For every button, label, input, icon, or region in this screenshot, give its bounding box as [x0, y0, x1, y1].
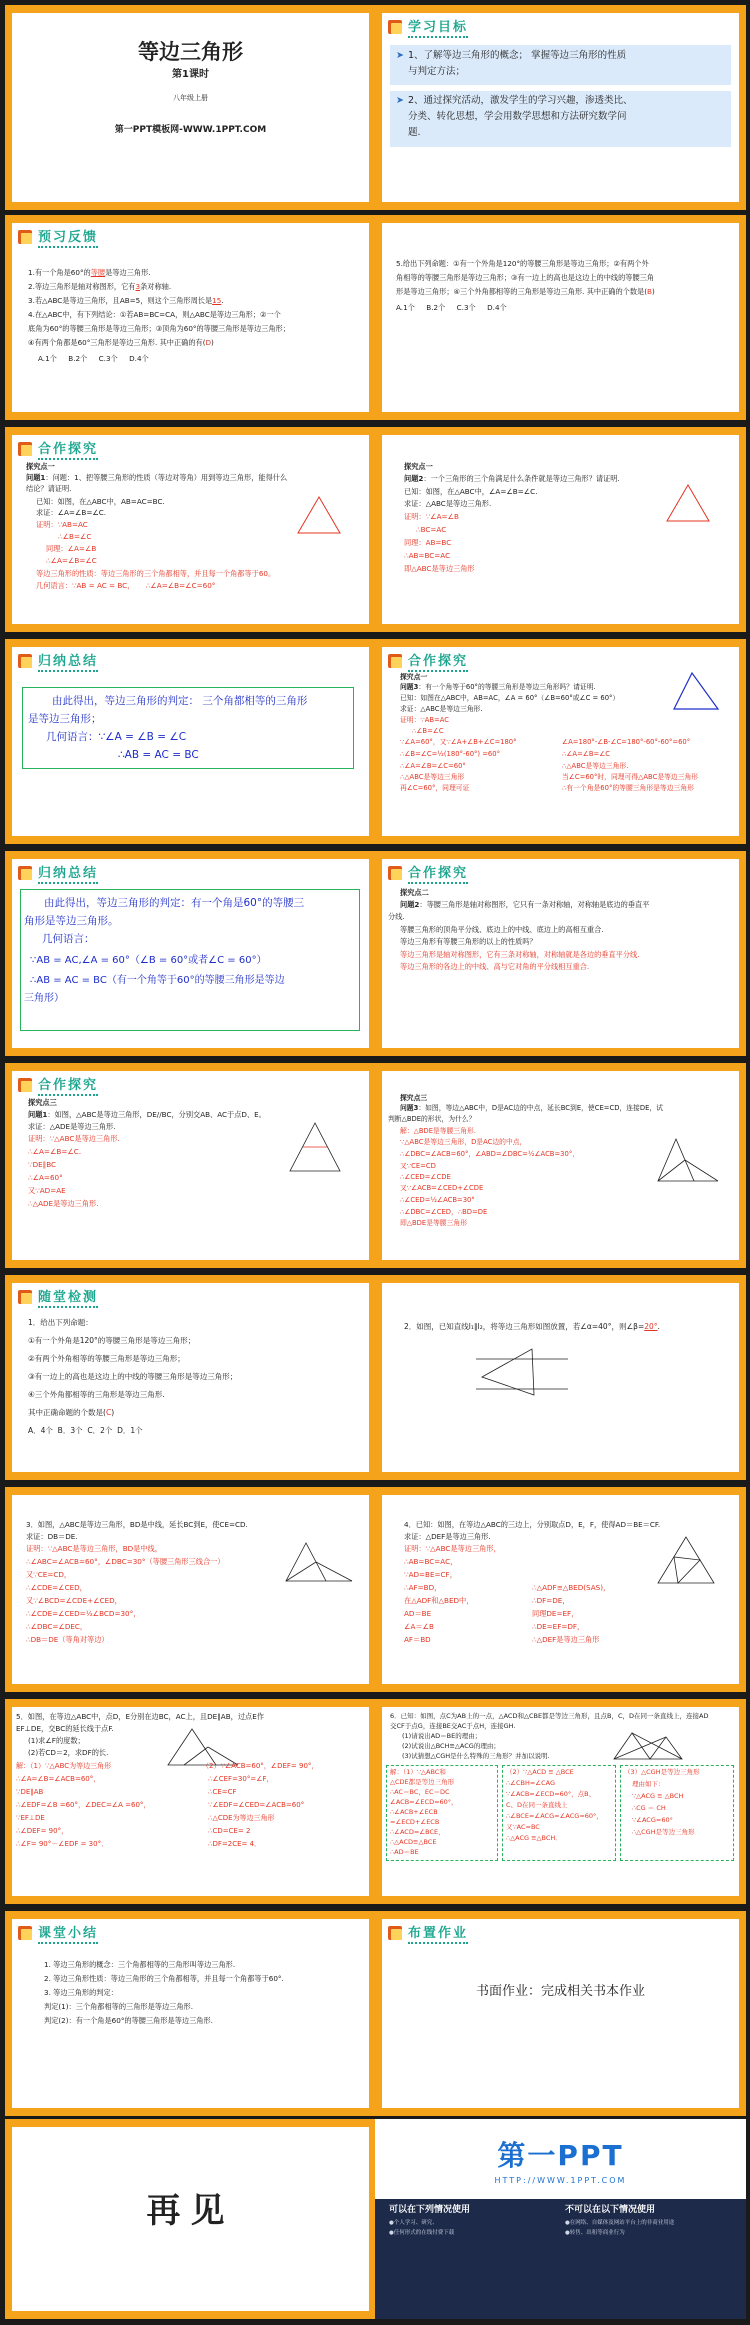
proof-8: AF＝BD — [404, 1635, 431, 1644]
slide-title — [5, 5, 376, 210]
prove: 求证：△ABC是等边三角形. — [400, 705, 483, 713]
q6-cont: 交CF于点G，连接BE交AC于点H，连接GH. — [390, 1722, 516, 1730]
proof-b3: ∴△ABC是等边三角形. — [562, 762, 629, 770]
q5-cont: 角相等的等腰三角形是等边三角形；③有一边上的高也是这边上的中线的等腰三角 — [396, 273, 655, 282]
answer-4: 又∵CE=CD — [400, 1162, 436, 1170]
proof-4: ∴∠A=∠B=∠C — [46, 556, 97, 565]
triangle-figure — [282, 1117, 348, 1179]
proof-2: ∴∠A=∠B=∠C. — [28, 1147, 82, 1156]
proof-2: ∴BC=AC — [416, 525, 447, 534]
book-icon — [386, 1924, 404, 1942]
q1-item-2: ②有两个外角相等的等腰三角形是等边三角形； — [28, 1354, 185, 1363]
proof-10: ∴DF=DE， — [532, 1596, 570, 1605]
q5-part2: (2)若CD＝2，求DF的长. — [28, 1748, 109, 1757]
geo-language: 几何语言：∵∠A = ∠B = ∠C — [46, 731, 187, 743]
q1-item-4: ④三个外角都相等的三角形是等边三角形. — [28, 1390, 165, 1399]
proof-9: ∴△ADF≌△BED(SAS)， — [532, 1583, 611, 1592]
a9: ∴AD＝BE — [390, 1848, 419, 1856]
prove: 求证：∠A=∠B=∠C. — [36, 508, 107, 517]
book-icon — [386, 864, 404, 882]
brand-url: HTTP://WWW.1PPT.COM — [494, 2176, 627, 2185]
given: 已知：如图，在△ABC中，∠A=∠B=∠C. — [404, 487, 538, 496]
answer-5: ∴∠CED=∠CDE — [400, 1173, 451, 1181]
slide-explore-5 — [5, 1063, 376, 1268]
question: 问题2：等腰三角形是轴对称图形，它只有一条对称轴，对称轴是底边的垂直平 — [400, 900, 650, 909]
proof-a1: 证明：∵AB=AC — [400, 716, 449, 724]
triangle-figure — [654, 1533, 718, 1589]
slide-license — [375, 2119, 746, 2319]
q5-part1: (1)求∠F的度数； — [28, 1736, 85, 1745]
goodbye-text: 再见 — [146, 2191, 235, 2231]
slide-explore-4 — [375, 851, 746, 1056]
forbidden-1: ●在网络、自媒体及网站平台上的非商业用途 — [565, 2220, 675, 2226]
c4: ∴CG ＝ CH — [632, 1804, 666, 1812]
question: 问题3：如图，等边△ABC中，D是AC边的中点，延长BC到E，使CE=CD，连接DE，试 — [400, 1104, 663, 1112]
slide-goodbye — [5, 2119, 376, 2319]
a1: 解：（1）∵△ABC为等边三角形 — [16, 1762, 112, 1770]
forbidden-2: ●转售、出租等商业行为 — [565, 2230, 625, 2236]
triangle-figure — [652, 1133, 728, 1189]
proof-1: 证明：∵∠A=∠B — [404, 512, 459, 521]
question: 问题3：有一个角等于60°的等腰三角形是等边三角形吗？请证明. — [400, 683, 596, 691]
brand-logo: 第一PPT — [497, 2139, 624, 2172]
proof-3: 同理：AB=BC — [404, 538, 452, 547]
proof-b2: ∴∠A=∠B=∠C — [562, 750, 611, 758]
proof-a6: ∴△ABC是等边三角形 — [400, 773, 465, 781]
slide-summary-2 — [5, 851, 376, 1056]
a2: △CDE都是等边三角形 — [390, 1778, 455, 1786]
proof-b4: 当∠C=60°时，同理可得△ABC是等边三角形 — [562, 773, 699, 781]
q6-part3: (3)试猜想△CGH是什么特殊的三角形？并加以说明. — [402, 1752, 550, 1760]
geo-conclusion-end: 三角形） — [24, 993, 64, 1004]
proof-6: AD＝BE — [404, 1609, 432, 1618]
b6: 又∵AC=BC — [506, 1823, 540, 1831]
license-panel — [375, 2199, 746, 2319]
proof-1: 证明：∵△ABC是等边三角形， — [404, 1544, 501, 1553]
question-cont: 判断△BDE的形状，为什么？ — [388, 1115, 476, 1123]
book-icon — [16, 1076, 34, 1094]
proof-1: 证明：∵△ABC是等边三角形，BD是中线， — [26, 1544, 162, 1553]
a5: ∴∠ACB+∠ECB — [390, 1808, 438, 1816]
slide-explore-1 — [5, 427, 376, 632]
answer-1: 等边三角形是轴对称图形，它有三条对称轴，对称轴就是各边的垂直平分线. — [400, 950, 640, 959]
proof-1: 证明：∵△ABC是等边三角形. — [28, 1134, 120, 1143]
point-label: 探究点二 — [400, 888, 429, 897]
section-header: 合作探究 — [386, 651, 468, 671]
c6: ∴△CGH是等边三角形 — [632, 1828, 695, 1836]
proof-6: ∴∠CDE=∠CED=½∠BCD=30°， — [26, 1609, 141, 1618]
b1: （2）∵△ACD ≌ △BCE — [506, 1768, 574, 1776]
goal-2: 2、通过探究活动，激发学生的学习兴趣，渗透类比、 — [408, 95, 633, 106]
point-label: 探究点一 — [404, 462, 433, 471]
b2: ∴∠CBH=∠CAG — [506, 1779, 556, 1787]
goal-2-cont: 分类、转化思想，学会用数学思想和方法研究数学问 — [408, 111, 627, 122]
a1: 解：（1）∵△ABC和 — [390, 1768, 446, 1776]
book-icon — [16, 1924, 34, 1942]
proof-5: 在△ADF和△BED中， — [404, 1596, 474, 1605]
proof-7: ∴∠DBC=∠DEC， — [26, 1622, 88, 1631]
q1: 1．给出下列命题： — [28, 1318, 93, 1327]
property-geo: 几何语言：∵AB = AC = BC， ∴∠A=∠B=∠C=60° — [36, 581, 216, 590]
point-label: 探究点三 — [400, 1094, 428, 1102]
a4: ∴∠EDF=∠B =60°，∠DEC=∠A =60°， — [16, 1801, 151, 1809]
allowed-heading: 可以在下列情况使用 — [389, 2205, 471, 2215]
section-header: 归纳总结 — [16, 863, 98, 883]
proof-a5: ∴∠A=∠B=∠C=60° — [400, 762, 466, 770]
q4-cont: 底角为60°的等腰三角形是等边三角形；③顶角为60°的等腰三角形是等边三角形； — [28, 324, 290, 333]
q3: 3．如图，△ABC是等边三角形，BD是中线，延长BC到E，使CE=CD. — [26, 1520, 248, 1529]
grade-label: 八年级上册 — [173, 94, 208, 102]
lesson-label: 第1课时 — [172, 69, 209, 80]
judge-rule: 由此得出，等边三角形的判定： 三个角都相等的三角形 — [52, 695, 308, 707]
b1: （2）∵∠ACB=60°，∠DEF= 90°， — [202, 1762, 319, 1770]
proof-b5: ∴有一个角是60°的等腰三角形是等边三角形 — [562, 784, 694, 792]
property: 等边三角形的性质：等边三角形的三个角都相等，并且每一个角都等于60。 — [36, 569, 276, 578]
triangle-figure — [294, 493, 344, 537]
slide-homework — [375, 1911, 746, 2116]
a5: ∵EF⊥DE — [16, 1814, 45, 1822]
q6-part2: (2)试说出△BCH≌△ACG的理由； — [402, 1742, 500, 1750]
section-header: 合作探究 — [16, 439, 98, 459]
q5-options: A.1个 B.2个 C.3个 D.4个 — [396, 303, 507, 312]
answer-1: 解：△BDE是等腰三角形. — [400, 1127, 476, 1135]
a4: ∠ACB=∠ECD=60°， — [390, 1798, 458, 1806]
q4-end: ④有两个角都是60°三角形是等边三角形. 其中正确的有(D) — [28, 338, 214, 347]
slide-class-summary — [5, 1911, 376, 2116]
proof-1: 证明：∵AB=AC — [36, 520, 88, 529]
q6: 6．已知：如图，点C为AB上的一点，△ACD和△CBE都是等边三角形，且点B，C，D在同一条直线上，连接AD — [390, 1712, 709, 1720]
answer-8: ∴∠DBC=∠CED，∴BD=DE — [400, 1208, 488, 1216]
c2: 理由如下： — [632, 1780, 665, 1788]
q4: 4．已知：如图，在等边△ABC的三边上，分别取点D，E，F，使得AD＝BE＝CF. — [404, 1520, 661, 1529]
question: 问题1：如图，△ABC是等边三角形，DE//BC，分别交AB、AC于点D、E。 — [28, 1110, 266, 1119]
slide-preview-2 — [375, 215, 746, 420]
triangle-figure — [280, 1537, 360, 1589]
slide-practice-5 — [5, 1699, 376, 1904]
a6: =∠ECD+∠ECB — [390, 1818, 440, 1826]
answer-9: 即△BDE是等腰三角形 — [400, 1219, 467, 1227]
b3: ∴CE=CF — [208, 1788, 237, 1796]
answer-2: ∵△ABC是等边三角形，D是AC边的中点， — [400, 1138, 527, 1146]
b7: ∴DF=2CE= 4． — [208, 1840, 262, 1848]
slide-explore-2 — [375, 427, 746, 632]
goal-1-cont: 与判定方法； — [408, 66, 466, 77]
section-header: 预习反馈 — [16, 227, 98, 247]
proof-3: ∵DE∥BC — [28, 1160, 57, 1169]
section-header: 合作探究 — [386, 863, 468, 883]
answer-3: ∴∠DBC=∠ACB=60°，∠ABD=∠DBC=½∠ACB=30°， — [400, 1150, 580, 1158]
b5: ∴△CDE为等边三角形 — [208, 1814, 275, 1822]
slide-practice-2 — [375, 1275, 746, 1480]
triangle-figure — [662, 481, 714, 525]
book-icon — [16, 864, 34, 882]
proof-4: ∴∠A=60° — [28, 1173, 63, 1182]
proof-2: ∴∠B=∠C — [58, 532, 92, 541]
q1-options: A．4个 B．3个 C．2个 D．1个 — [28, 1426, 143, 1435]
summary-4: 判定(1)：三个角都相等的三角形是等边三角形. — [44, 2002, 194, 2011]
site-label: 第一PPT模板网-WWW.1PPT.COM — [114, 125, 267, 135]
q4: 4.在△ABC中，有下列结论：①若AB=BC=CA，则△ABC是等边三角形；②一个 — [28, 310, 281, 319]
b2: ∴∠CEF=30°=∠F， — [208, 1775, 274, 1783]
a3: ∵DE∥AB — [16, 1788, 44, 1796]
geo-conclusion: ∴AB = AC = BC（有一个角等于60°的等腰三角形是等边 — [30, 975, 285, 986]
slide-explore-6 — [375, 1063, 746, 1268]
geo-conclusion: ∴AB = AC = BC — [118, 749, 199, 761]
book-icon — [16, 652, 34, 670]
q6-part1: (1)请说出AD＝BE的理由； — [402, 1732, 482, 1740]
point-label: 探究点一 — [400, 673, 428, 681]
answer-6: 又∵∠ACB=∠CED+∠CDE — [400, 1184, 484, 1192]
proof-5: 又∵∠BCD=∠CDE+∠CED， — [26, 1596, 122, 1605]
arrow-icon: ➤ — [396, 95, 404, 106]
summary-2: 2. 等边三角形性质：等边三角形的三个角都相等，并且每一个角都等于60°. — [44, 1974, 284, 1983]
point-label: 探究点一 — [26, 462, 55, 471]
slide-practice-4 — [375, 1487, 746, 1692]
proof-13: ∴△DEF是等边三角形 — [532, 1635, 600, 1644]
q1-ask: 其中正确命题的个数是(C) — [28, 1408, 115, 1417]
arrow-icon: ➤ — [396, 50, 404, 61]
judge-rule-cont: 角形是等边三角形。 — [24, 915, 119, 927]
q5: 5．如图，在等边△ABC中，点D，E分别在边BC，AC上，且DE∥AB，过点E作 — [16, 1712, 264, 1721]
section-header: 合作探究 — [16, 1075, 98, 1095]
q2: 2.等边三角形是轴对称图形，它有3条对称轴. — [28, 282, 172, 291]
proof-12: ∴DE=EF=DF， — [532, 1622, 585, 1631]
section-header: 归纳总结 — [16, 651, 98, 671]
goal-2-end: 题. — [408, 127, 421, 138]
homework-text: 书面作业：完成相关书本作业 — [475, 1984, 645, 1999]
c1: （3）△CGH是等边三角形 — [624, 1768, 700, 1776]
a6: ∴∠DEF= 90°， — [16, 1827, 69, 1835]
book-icon — [386, 18, 404, 36]
proof-3: 同理：∠A=∠B — [46, 544, 97, 553]
proof-2: ∴∠ABC=∠ACB=60°，∠DBC=30°（等腰三角形三线合一） — [26, 1557, 225, 1566]
b4: C、D在同一条直线上 — [506, 1801, 568, 1809]
proof-3: ∵AD=BE=CF， — [404, 1570, 457, 1579]
answer-7: ∴∠CED=½∠ACB=30° — [400, 1196, 475, 1204]
a3: ∴AC＝BC，EC＝DC — [390, 1788, 450, 1796]
q5-cont: EF⊥DE，交BC的延长线于点F. — [16, 1724, 114, 1733]
section-header: 随堂检测 — [16, 1287, 98, 1307]
section-header: 课堂小结 — [16, 1923, 98, 1943]
proof-a4: ∴∠B=∠C=½(180°-60°) =60° — [400, 750, 500, 758]
b7: ∴△ACG ≌△BCH． — [506, 1834, 562, 1842]
triangle-figure — [670, 669, 724, 715]
b6: ∴CD=CE= 2 — [208, 1827, 251, 1835]
proof-a7: 再∠C=60°，同理可证 — [400, 784, 470, 792]
book-icon — [16, 1288, 34, 1306]
summary-3: 3. 等边三角形的判定： — [44, 1988, 118, 1997]
proof-5: 又∵AD=AE — [28, 1186, 66, 1195]
proof-4: ∴AF=BD， — [404, 1583, 442, 1592]
q1: 1.有一个角是60°的等腰是等边三角形. — [28, 268, 151, 277]
line-2: 等边三角形有等腰三角形的以上的性质吗？ — [400, 937, 537, 946]
b3: ∵∠ACB=∠ECD=60°，点B、 — [506, 1790, 596, 1798]
summary-1: 1. 等边三角形的概念：三个角都相等的三角形叫等边三角形. — [44, 1960, 236, 1969]
slide-explore-3 — [375, 639, 746, 844]
question: 问题2：一个三角形的三个角满足什么条件就是等边三角形？请证明. — [404, 474, 620, 483]
q5: 5.给出下列命题：①有一个外角是120°的等腰三角形是等边三角形；②有两个外 — [396, 259, 649, 268]
proof-4: ∴∠CDE=∠CED， — [26, 1583, 87, 1592]
geo-language: 几何语言： — [42, 933, 95, 945]
proof-3: 又∵CE=CD， — [26, 1570, 72, 1579]
q4-options: A.1个 B.2个 C.3个 D.4个 — [38, 354, 149, 363]
parallel-lines-figure — [472, 1343, 572, 1401]
q4-prove: 求证：△DEF是等边三角形. — [404, 1532, 491, 1541]
q1-item-3: ③有一边上的高也是这边上的中线的等腰三角形是等边三角形； — [28, 1372, 238, 1381]
book-icon — [386, 652, 404, 670]
slide-goals — [375, 5, 746, 210]
main-title: 等边三角形 — [138, 40, 243, 64]
a7: ∴∠F= 90°－∠EDF = 30°． — [16, 1840, 109, 1848]
proof-7: ∠A＝∠B — [404, 1622, 434, 1631]
slide-practice-1 — [5, 1275, 376, 1480]
question: 问题1：问题：1、把等腰三角形的性质（等边对等角）用到等边三角形，能得什么 — [26, 473, 288, 482]
q3: 3.若△ABC是等边三角形，且AB=5，则这个三角形周长是15. — [28, 296, 224, 305]
b5: ∴∠BCE=∠ACG=∠ACG=60°， — [506, 1812, 603, 1820]
given: 已知：如图在△ABC中，AB=AC，∠A = 60°（∠B=60°或∠C = 60°） — [400, 694, 620, 702]
q2: 2．如图，已知直线l₁∥l₂，将等边三角形如图放置，若∠α=40°，则∠β=20°. — [404, 1322, 660, 1331]
q5-cont-2: 形是等边三角形；④三个外角都相等的三角形是等边三角形. 其中正确的个数是(B) — [396, 287, 655, 296]
slide-summary-1 — [5, 639, 376, 844]
judge-rule: 由此得出，等边三角形的判定：有一个角是60°的等腰三 — [44, 897, 305, 909]
forbidden-heading: 不可以在以下情况使用 — [565, 2205, 656, 2215]
c5: ∵∠ACG=60° — [632, 1816, 673, 1824]
question-cont: 结论？请证明. — [26, 484, 72, 493]
section-header: 学习目标 — [386, 17, 468, 37]
a7: ∴∠ACD=∠BCE， — [390, 1828, 445, 1836]
line-1: 等腰三角形的顶角平分线、底边上的中线、底边上的高相互重合. — [400, 925, 604, 934]
b4: ∵∠EDF=∠CED=∠ACB=60° — [208, 1801, 305, 1809]
a2: ∴∠A=∠B=∠ACB=60°， — [16, 1775, 101, 1783]
a8: ∴△ACD≌△BCE — [390, 1838, 437, 1846]
geo-given: ∵AB = AC,∠A = 60°（∠B = 60°或者∠C = 60°） — [30, 955, 267, 966]
point-label: 探究点三 — [28, 1098, 57, 1107]
given: 已知：如图，在△ABC中，AB=AC=BC. — [36, 497, 165, 506]
slide-practice-6 — [375, 1699, 746, 1904]
answer-2: 等边三角形的各边上的中线、高与它对角的平分线相互重合. — [400, 962, 590, 971]
allowed-2: ●任何形式的在线付费下载 — [389, 2230, 455, 2236]
q3-prove: 求证：DB＝DE. — [26, 1532, 78, 1541]
section-header: 布置作业 — [386, 1923, 468, 1943]
prove: 求证：△ADE是等边三角形. — [28, 1122, 116, 1131]
slide-practice-3 — [5, 1487, 376, 1692]
prove: 求证：△ABC是等边三角形. — [404, 499, 492, 508]
allowed-1: ●个人学习、研究、 — [389, 2220, 438, 2226]
slide-preview — [5, 215, 376, 420]
proof-a3: ∵∠A=60°，又∵∠A+∠B+∠C=180° — [400, 738, 517, 746]
proof-4: ∴AB=BC=AC — [404, 551, 451, 560]
book-icon — [16, 440, 34, 458]
proof-8: ∴DB＝DE（等角对等边） — [26, 1635, 109, 1644]
q1-item-1: ①有一个外角是120°的等腰三角形是等边三角形； — [28, 1336, 196, 1345]
goal-1: 1、了解等边三角形的概念； 掌握等边三角形的性质 — [408, 50, 627, 61]
question-cont: 分线. — [388, 912, 405, 921]
c3: ∵△ACG ≌ △BCH — [632, 1792, 684, 1800]
book-icon — [16, 228, 34, 246]
summary-5: 判定(2)：有一个角是60°的等腰三角形是等边三角形. — [44, 2016, 213, 2025]
proof-11: 同理DE=EF， — [532, 1609, 579, 1618]
proof-a2: ∴∠B=∠C — [412, 727, 444, 735]
proof-5: 即△ABC是等边三角形 — [404, 564, 475, 573]
judge-rule-cont: 是等边三角形； — [28, 713, 102, 725]
proof-b1: ∠A=180°-∠B-∠C=180°-60°-60°=60° — [562, 738, 691, 746]
triangles-figure — [610, 1727, 690, 1765]
proof-2: ∴AB=BC=AC， — [404, 1557, 458, 1566]
proof-6: ∴△ADE是等边三角形. — [28, 1199, 99, 1208]
